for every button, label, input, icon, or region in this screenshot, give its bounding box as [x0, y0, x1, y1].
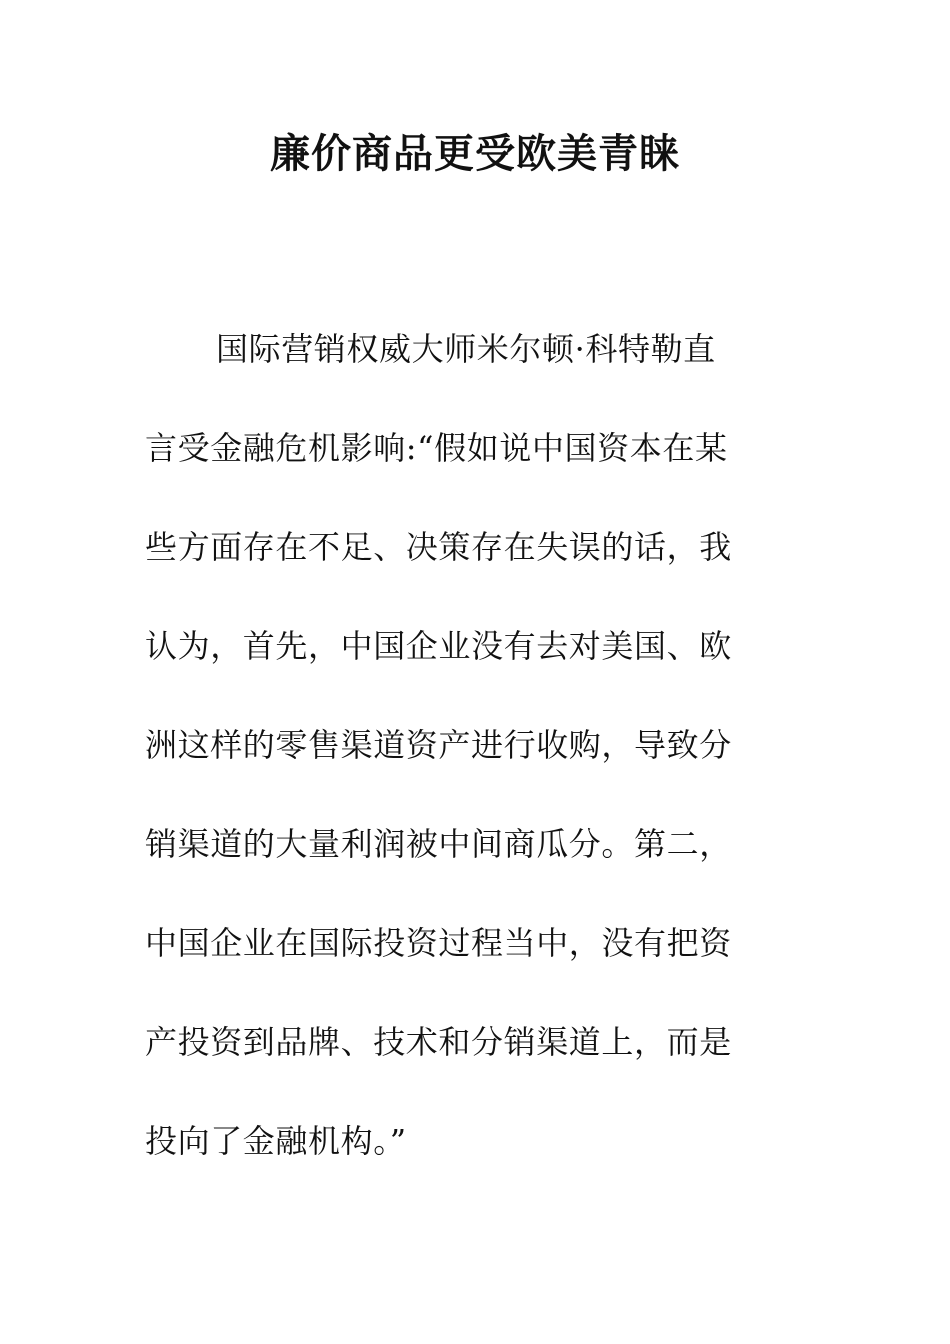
paragraph-line-2: 言受金融危机影响:“假如说中国资本在某	[145, 429, 728, 467]
paragraph-line-5: 洲这样的零售渠道资产进行收购，导致分	[145, 726, 732, 764]
paragraph-line-1: 国际营销权威大师米尔顿·科特勒直	[216, 330, 716, 368]
paragraph-line-3: 些方面存在不足、决策存在失误的话，我	[145, 528, 732, 566]
paragraph-line-8: 产投资到品牌、技术和分销渠道上，而是	[145, 1023, 732, 1061]
paragraph-line-4: 认为，首先，中国企业没有去对美国、欧	[145, 627, 732, 665]
paragraph-line-6: 销渠道的大量利润被中间商瓜分。第二，	[145, 825, 732, 863]
paragraph-line-9: 投向了金融机构。”	[145, 1122, 407, 1160]
body-paragraph	[145, 300, 810, 1191]
paragraph-line-7: 中国企业在国际投资过程当中，没有把资	[145, 924, 732, 962]
document-title: 廉价商品更受欧美青睐	[270, 130, 680, 177]
